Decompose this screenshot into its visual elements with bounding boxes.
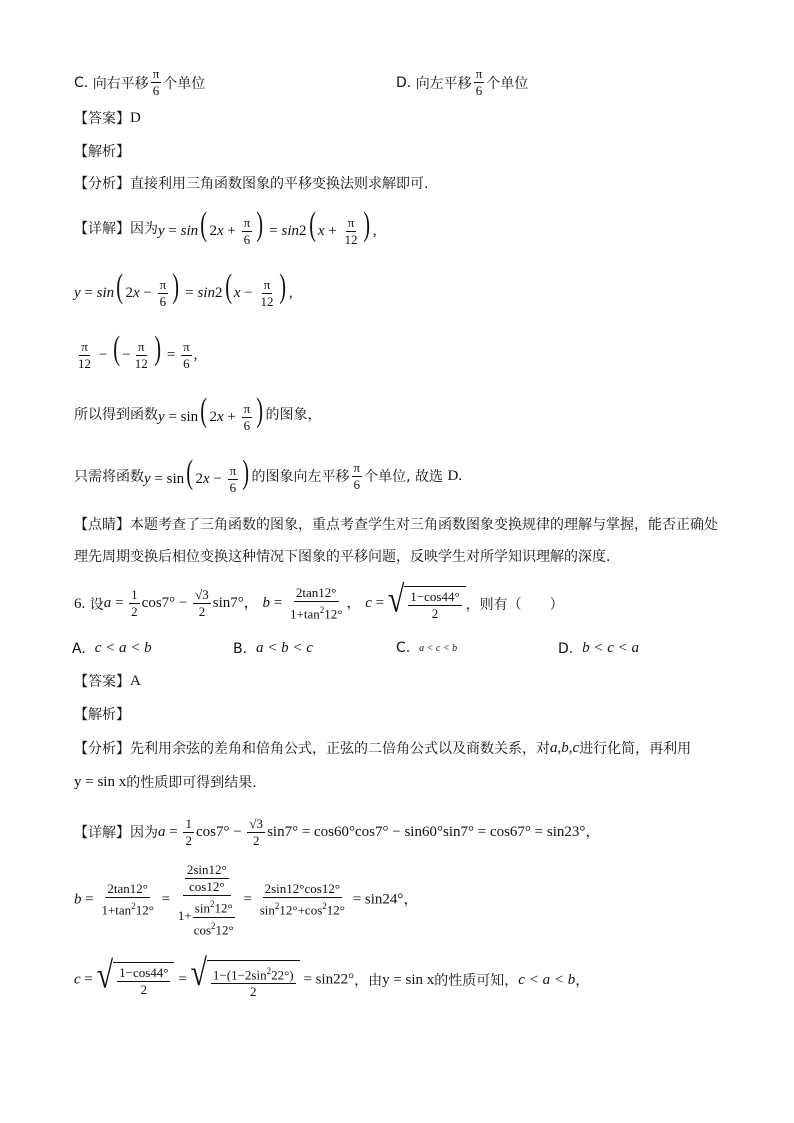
fenxi-line <box>74 173 754 193</box>
xiangjie-tag: 【详解】 <box>74 221 130 237</box>
formula-line-2 <box>74 267 754 310</box>
xiangjie2-line-c <box>74 952 754 1004</box>
c-end: ， <box>575 973 590 989</box>
prev-option-d <box>396 66 528 99</box>
answer-line <box>74 108 754 128</box>
analysis-heading-2 <box>74 704 754 724</box>
xiangjie-line-1 <box>74 205 754 248</box>
answer-value: D <box>130 109 141 126</box>
only-tail2: 个单位, 故选 <box>364 469 443 485</box>
prev-option-c <box>74 66 205 99</box>
dianjing-text-2: 理先周期变换后相位变换这种情况下图象的平移问题，反映学生对所学知识理解的深度. <box>74 549 611 565</box>
analysis-heading <box>74 141 754 161</box>
formula-c: c = √ $\frac{1-\cos 44^\circ}{2}$ = √ $\frac{1-(1-2\sin^222^\circ)}{2}$ = sin22° <box>74 952 355 1000</box>
option-unit: 个单位 <box>163 75 206 92</box>
choice-expr: a < b < c <box>255 640 313 656</box>
so-text: 所以得到函数 <box>74 407 158 423</box>
dianjing-text-1: 本题考查了三角函数的图象，重点考查学生对三角函数图象变换规律的理解与掌握，能否正确处 <box>130 517 718 533</box>
xiangjie-tag: 【详解】 <box>74 825 130 841</box>
choice-letter: A. <box>72 640 86 657</box>
q6-choice-c[interactable] <box>396 640 457 656</box>
dianjing-line-2 <box>74 546 754 566</box>
choice-expr: a < c < b <box>419 642 458 654</box>
c-func: y = sin x <box>382 971 435 988</box>
choice-expr: b < c < a <box>582 640 640 656</box>
fenxi-func: y = sin x <box>74 773 127 790</box>
c-tail2: 的性质可知， <box>434 973 519 989</box>
only-choice: D. <box>447 467 463 484</box>
formula-target: y = sin( 2x + $\frac{\pi}{6}$ ) <box>158 391 264 434</box>
so-line <box>74 391 754 434</box>
option-text: 向左平移 <box>415 75 472 92</box>
dianjing-tag: 【点睛】 <box>74 517 130 533</box>
fenxi-line-3 <box>74 772 754 792</box>
fenxi-tag: 【分析】 <box>74 741 130 757</box>
fenxi-tail: 的性质即可得到结果. <box>126 775 257 791</box>
fraction-pi-6: $\frac{\pi}{6}$ <box>475 66 483 98</box>
q6-choice-b[interactable] <box>233 640 313 657</box>
choice-expr: c < a < b <box>94 640 152 656</box>
only-text: 只需将函数 <box>74 469 144 485</box>
option-letter: D. <box>396 74 412 91</box>
choice-letter: B. <box>233 640 248 657</box>
choice-letter: C. <box>396 640 411 656</box>
fenxi-text-2: 进行化简，再利用 <box>579 741 692 757</box>
question-number: 6. <box>74 595 86 612</box>
formula-shift-minus: y = sin( 2x − $\frac{\pi}{6}$ ) = sin2( x − $\frac{\pi}{12}$ ) , <box>74 267 293 310</box>
formula-a: a = $\frac{1}{2}$ cos7° − $\frac{√3}{2}$ sin7° = cos60°cos7° − sin60°sin7° = cos67° = sin23°， <box>158 815 601 848</box>
analysis-tag: 【解析】 <box>74 144 130 160</box>
option-unit: 个单位 <box>486 75 529 92</box>
question-tail: ，则有（ ） <box>465 597 564 613</box>
only-line <box>74 453 754 496</box>
answer-line-2 <box>74 671 754 691</box>
fenxi-line-2 <box>74 738 754 758</box>
formula-q6: a = $\frac{1}{2}$ cos7° − $\frac{√3}{2}$ sin7°， b = $\frac{2\tan 12^\circ}{1+\tan^212^\circ}$ ， c = √ $\frac{1-\cos 44^\circ}{2}$ <box>104 585 466 622</box>
xiangjie-text: 因为 <box>130 825 158 841</box>
question-6 <box>74 578 754 624</box>
option-letter: C. <box>74 74 89 91</box>
c-tail: ，由 <box>354 973 383 989</box>
fenxi-tag: 【分析】 <box>74 176 130 192</box>
fraction-pi-6: $\frac{\pi}{6}$ <box>152 66 160 98</box>
xiangjie2-line-a <box>74 812 754 852</box>
formula-shift-plus: y = sin( 2x + $\frac{\pi}{6}$ ) = sin2( x + $\frac{\pi}{12}$ ) , <box>158 205 377 248</box>
dianjing-line-1 <box>74 514 754 534</box>
question-text: 设 <box>89 597 104 613</box>
analysis-tag: 【解析】 <box>74 707 130 723</box>
formula-source: y = sin( 2x − $\frac{\pi}{6}$ ) <box>144 453 250 496</box>
formula-b: b = $\frac{2\tan 12^\circ}{1+\tan^212^\circ}$ = $\frac{2\sin 12^\circ}{\cos 12^\circ}$ 1+ $\frac{\sin^212^\circ}{\cos^212^\circ}$ = $\frac{2\sin 12^\circ\cos 12^\circ}{\sin^212^\circ+\cos^212^\circ}$ = sin24°， <box>74 862 419 937</box>
option-text: 向右平移 <box>92 75 149 92</box>
formula-line-3 <box>74 329 754 372</box>
c-result: c < a < b <box>518 971 576 988</box>
q6-choice-d[interactable] <box>558 640 639 657</box>
choice-letter: D. <box>558 640 574 657</box>
so-tail: 的图象， <box>265 407 322 423</box>
fenxi-text: 先利用余弦的差角和倍角公式，正弦的二倍角公式以及商数关系，对 <box>130 741 550 757</box>
only-tail: 的图象向左平移 <box>251 469 350 485</box>
fenxi-vars: a,b,c <box>550 739 580 756</box>
fenxi-text: 直接利用三角函数图象的平移变换法则求解即可. <box>130 176 429 192</box>
answer-value: A <box>130 672 141 689</box>
answer-tag: 【答案】 <box>74 674 130 690</box>
xiangjie2-line-b <box>74 862 754 937</box>
formula-difference: $\frac{\pi}{12}$ − ( − $\frac{\pi}{12}$ ) = $\frac{\pi}{6}$ , <box>78 329 198 372</box>
answer-tag: 【答案】 <box>74 111 130 127</box>
fraction-pi-6: $\frac{\pi}{6}$ <box>353 459 361 492</box>
xiangjie-text: 因为 <box>130 221 158 237</box>
q6-choice-a[interactable] <box>72 640 152 657</box>
